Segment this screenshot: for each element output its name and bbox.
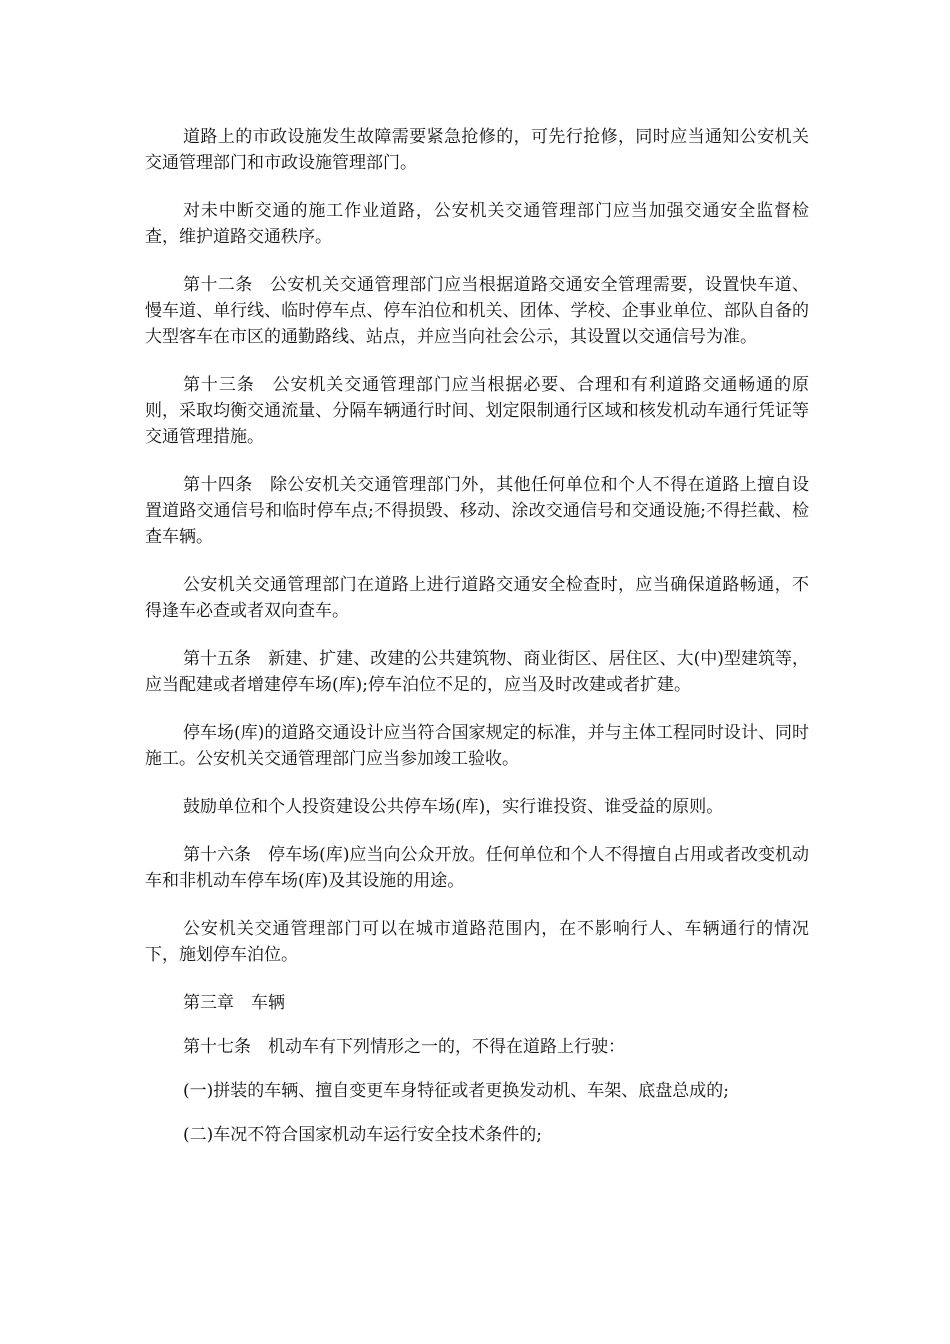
paragraph: 对未中断交通的施工作业道路，公安机关交通管理部门应当加强交通安全监督检查，维护道路交通秩序。 [145, 201, 809, 247]
paragraph: 道路上的市政设施发生故障需要紧急抢修的，可先行抢修，同时应当通知公安机关交通管理部门和市政设施管理部门。 [145, 127, 809, 173]
paragraph: 公安机关交通管理部门在道路上进行道路交通安全检查时，应当确保道路畅通，不得逢车必查或者双向查车。 [145, 575, 809, 621]
paragraph: 鼓励单位和个人投资建设公共停车场(库)，实行谁投资、谁受益的原则。 [183, 797, 724, 817]
article-12: 第十二条 公安机关交通管理部门应当根据道路交通安全管理需要，设置快车道、慢车道、单行线、临时停车点、停车泊位和机关、团体、学校、企事业单位、部队自备的大型客车在市区的通勤路线、站点，并应当向社会公示，其设置以交通信号为准。 [145, 275, 809, 347]
article-17: 第十七条 机动车有下列情形之一的，不得在道路上行驶： [183, 1037, 625, 1057]
paragraph: 公安机关交通管理部门可以在城市道路范围内，在不影响行人、车辆通行的情况下，施划停车泊位。 [145, 919, 809, 965]
article-14: 第十四条 除公安机关交通管理部门外，其他任何单位和个人不得在道路上擅自设置道路交通信号和临时停车点;不得损毁、移动、涂改交通信号和交通设施;不得拦截、检查车辆。 [145, 475, 809, 547]
article-15: 第十五条 新建、扩建、改建的公共建筑物、商业街区、居住区、大(中)型建筑等，应当配建或者增建停车场(库);停车泊位不足的，应当及时改建或者扩建。 [145, 649, 809, 695]
article-16: 第十六条 停车场(库)应当向公众开放。任何单位和个人不得擅自占用或者改变机动车和非机动车停车场(库)及其设施的用途。 [145, 845, 809, 891]
list-item: (一)拼装的车辆、擅自变更车身特征或者更换发动机、车架、底盘总成的; [183, 1081, 729, 1101]
list-item: (二)车况不符合国家机动车运行安全技术条件的; [183, 1125, 542, 1145]
paragraph: 停车场(库)的道路交通设计应当符合国家规定的标准，并与主体工程同时设计、同时施工。公安机关交通管理部门应当参加竣工验收。 [145, 723, 809, 769]
article-13: 第十三条 公安机关交通管理部门应当根据必要、合理和有利道路交通畅通的原则，采取均衡交通流量、分隔车辆通行时间、划定限制通行区域和核发机动车通行凭证等交通管理措施。 [145, 375, 809, 447]
chapter-heading: 第三章 车辆 [183, 993, 285, 1013]
document-body [145, 124, 809, 1166]
